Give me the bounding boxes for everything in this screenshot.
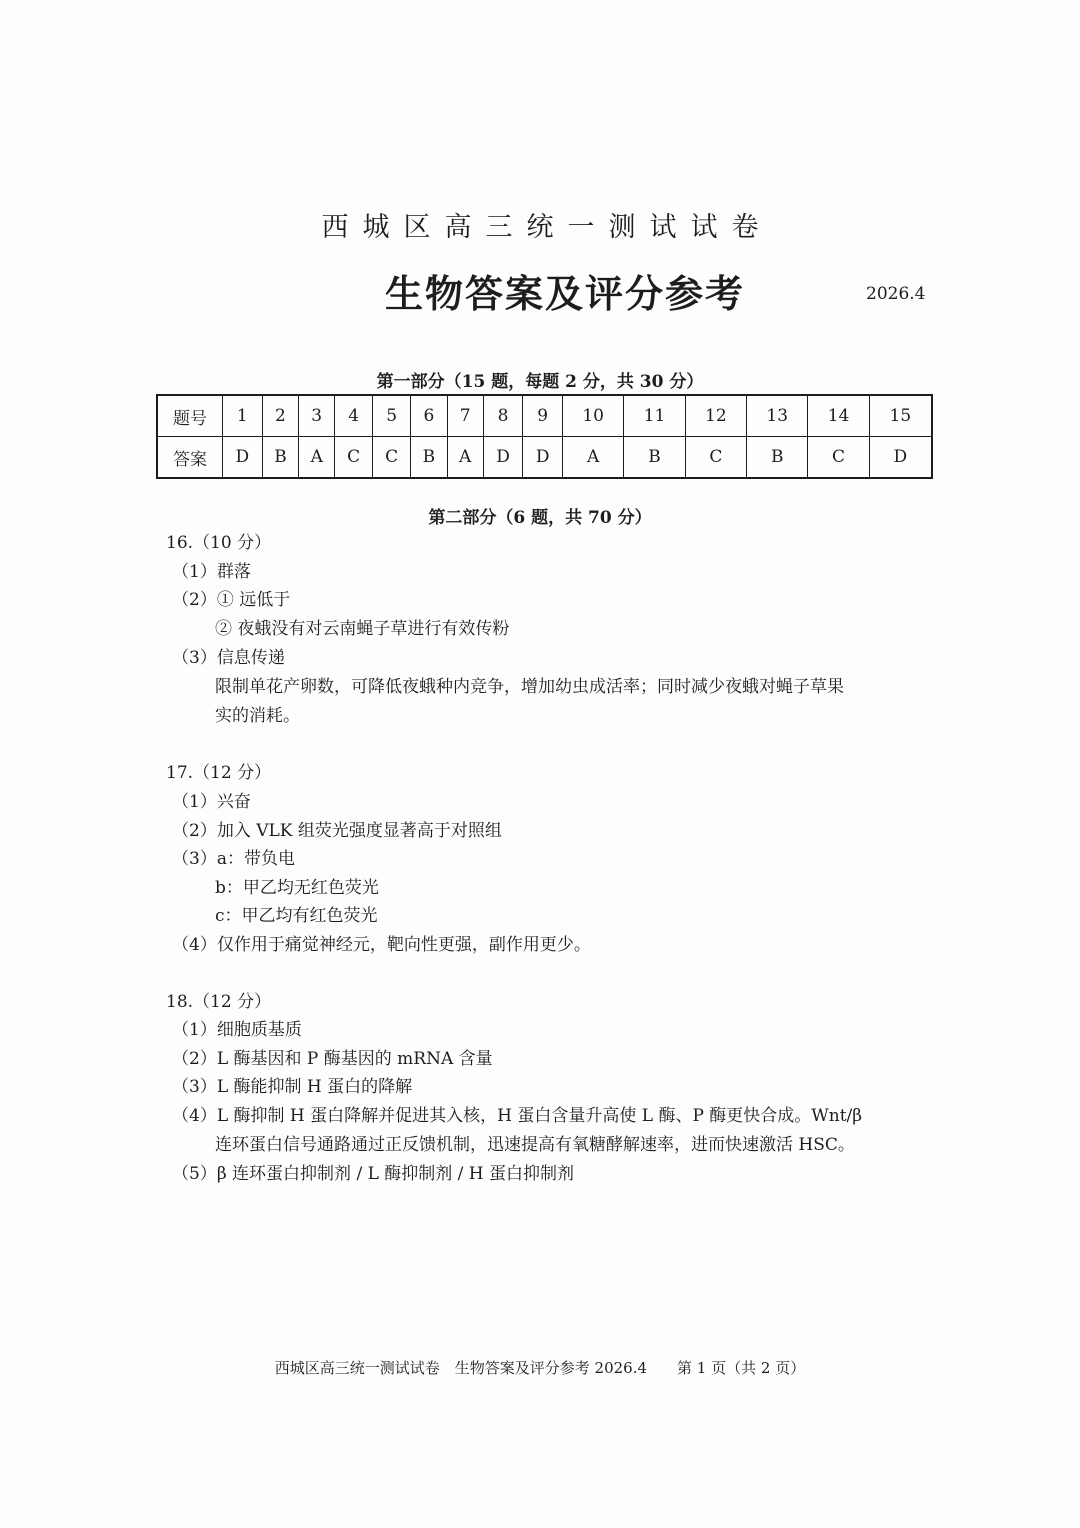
answer-cell: D — [483, 437, 523, 479]
document-date: 2026.4 — [866, 284, 926, 304]
answer-cell: A — [299, 437, 335, 479]
q18-heading: 18.（12 分） — [166, 992, 272, 1012]
q16-heading: 16.（10 分） — [166, 533, 272, 553]
question-number: 1 — [223, 395, 263, 437]
answer-cell: B — [747, 437, 808, 479]
question-number: 6 — [411, 395, 448, 437]
q16-answer-3-detail: 限制单花产卵数，可降低夜蛾种内竞争，增加幼虫成活率；同时减少夜蛾对蝇子草果 — [215, 677, 844, 697]
question-number: 14 — [808, 395, 869, 437]
part1-heading: 第一部分（15 题，每题 2 分，共 30 分） — [376, 372, 704, 392]
q16-answer-2b: ② 夜蛾没有对云南蝇子草进行有效传粉 — [215, 619, 510, 639]
q16-answer-3: （3）信息传递 — [172, 648, 285, 668]
q17-answer-1: （1）兴奋 — [172, 792, 251, 812]
answer-cell: D — [223, 437, 263, 479]
question-number: 2 — [262, 395, 299, 437]
row-label-number: 题号 — [157, 395, 223, 437]
answer-cell: C — [685, 437, 746, 479]
q18-answer-3: （3）L 酶能抑制 H 蛋白的降解 — [172, 1077, 413, 1097]
q17-answer-3c: c：甲乙均有红色荧光 — [215, 906, 378, 926]
answer-cell: D — [523, 437, 563, 479]
question-number: 8 — [483, 395, 523, 437]
question-number: 15 — [869, 395, 932, 437]
question-number-row — [157, 395, 932, 437]
answer-cell: B — [624, 437, 685, 479]
question-number: 11 — [624, 395, 685, 437]
answer-cell: C — [373, 437, 411, 479]
answer-cell: A — [563, 437, 624, 479]
answer-cell: D — [869, 437, 932, 479]
question-number: 5 — [373, 395, 411, 437]
row-label-answer: 答案 — [157, 437, 223, 479]
part2-heading: 第二部分（6 题，共 70 分） — [428, 508, 652, 528]
question-number: 12 — [685, 395, 746, 437]
answer-cell: A — [447, 437, 483, 479]
q16-answer-2: （2）① 远低于 — [172, 590, 291, 610]
document-title: 生物答案及评分参考 — [384, 272, 745, 316]
q18-answer-1: （1）细胞质基质 — [172, 1020, 302, 1040]
answer-table — [156, 394, 933, 479]
question-number: 7 — [447, 395, 483, 437]
q17-answer-3b: b：甲乙均无红色荧光 — [215, 878, 379, 898]
answer-cell: C — [335, 437, 373, 479]
q17-answer-4: （4）仅作用于痛觉神经元，靶向性更强，副作用更少。 — [172, 935, 591, 955]
question-number: 4 — [335, 395, 373, 437]
q17-heading: 17.（12 分） — [166, 763, 272, 783]
answer-row — [157, 437, 932, 479]
q16-answer-3-detail-cont: 实的消耗。 — [215, 706, 300, 726]
exam-title: 西城区高三统一测试试卷 — [321, 212, 773, 243]
question-number: 3 — [299, 395, 335, 437]
q18-answer-5: （5）β 连环蛋白抑制剂 / L 酶抑制剂 / H 蛋白抑制剂 — [172, 1164, 575, 1184]
question-number: 13 — [747, 395, 808, 437]
q18-answer-4-cont: 连环蛋白信号通路通过正反馈机制，迅速提高有氧糖酵解速率，进而快速激活 HSC。 — [215, 1135, 855, 1155]
answer-cell: B — [411, 437, 448, 479]
answer-cell: C — [808, 437, 869, 479]
q17-answer-3a: （3）a：带负电 — [172, 849, 295, 869]
question-number: 9 — [523, 395, 563, 437]
q17-answer-2: （2）加入 VLK 组荧光强度显著高于对照组 — [172, 821, 502, 841]
answer-cell: B — [262, 437, 299, 479]
q16-answer-1: （1）群落 — [172, 562, 251, 582]
page-footer: 西城区高三统一测试试卷 生物答案及评分参考 2026.4 第 1 页（共 2 页） — [274, 1359, 806, 1377]
q18-answer-4: （4）L 酶抑制 H 蛋白降解并促进其入核，H 蛋白含量升高使 L 酶、P 酶更快合成。Wnt/β — [172, 1106, 863, 1126]
q18-answer-2: （2）L 酶基因和 P 酶基因的 mRNA 含量 — [172, 1049, 493, 1069]
question-number: 10 — [563, 395, 624, 437]
